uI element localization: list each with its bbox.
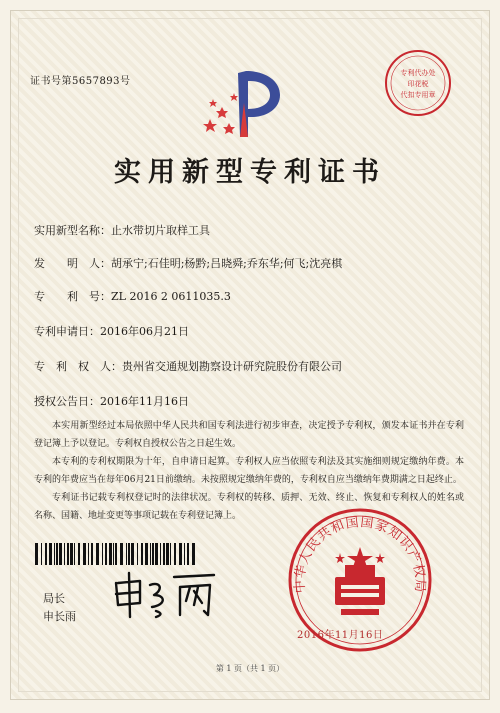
field-value: 胡承宁;石佳明;杨黔;吕晓舜;乔东华;何飞;沈亮棋 <box>111 257 343 270</box>
field-label: 专 利 号： <box>34 290 111 303</box>
seal-text: 中华人民共和国国家知识产权局 <box>292 515 428 594</box>
barcode-bar <box>192 543 195 565</box>
field-label: 授权公告日： <box>34 395 100 408</box>
field-value: 止水带切片取样工具 <box>111 224 210 237</box>
barcode-bar <box>45 543 47 565</box>
barcode-bar <box>74 543 75 565</box>
barcode-bar <box>184 543 185 565</box>
body-paragraph: 本实用新型经过本局依照中华人民共和国专利法进行初步审查，决定授予专利权，颁发本证书并在专利登记簿上予以登记。专利权自授权公告之日起生效。 <box>34 421 464 449</box>
barcode-bar <box>102 543 103 565</box>
body-paragraph: 本专利的专利权期限为十年，自申请日起算。专利权人应当依照专利法及其实施细则规定缴纳年费。本专利的年费应当在每年06月21日前缴纳。未按照规定缴纳年费的，专利权自应当缴纳年费期满之日起终止。 <box>34 457 464 485</box>
barcode-bar <box>35 543 38 565</box>
field-label: 发 明 人： <box>34 257 111 270</box>
page-footer: 第 1 页（共 1 页） <box>215 664 285 673</box>
barcode-bar <box>78 543 80 565</box>
field-inventors <box>34 255 342 271</box>
barcode-bar <box>166 543 169 565</box>
field-utility-model-name <box>34 222 210 238</box>
barcode-bar <box>70 543 73 565</box>
field-value: ZL 2016 2 0611035.3 <box>111 290 231 303</box>
barcode-bar <box>49 543 52 565</box>
barcode-bar <box>137 543 138 565</box>
barcode-bar <box>105 543 107 565</box>
barcode-bar <box>187 543 189 565</box>
seal-line-3: 代扣专用章 <box>400 91 436 99</box>
field-label: 实用新型名称： <box>34 224 111 237</box>
barcode-bar <box>170 543 171 565</box>
barcode-bar <box>152 543 154 565</box>
field-value: 2016年06月21日 <box>100 325 189 338</box>
barcode-bar <box>41 543 42 565</box>
barcode-bar <box>54 543 55 565</box>
field-label: 专 利 权 人： <box>34 360 122 373</box>
director-name: 申长雨 <box>43 610 76 623</box>
field-value: 贵州省交通规划勘察设计研究院股份有限公司 <box>122 360 342 373</box>
barcode-bar <box>128 543 130 565</box>
director-signature <box>110 569 220 621</box>
field-application-date <box>34 323 189 339</box>
barcode-bar <box>59 543 62 565</box>
barcode-bar <box>56 543 58 565</box>
barcode-bar <box>141 543 143 565</box>
barcode-bar <box>145 543 148 565</box>
field-patent-number <box>34 288 231 304</box>
barcode-bar <box>155 543 158 565</box>
barcode-bar <box>91 543 93 565</box>
barcode-bar <box>174 543 176 565</box>
barcode-bar <box>179 543 182 565</box>
seal-date: 2016年11月16日 <box>297 630 384 641</box>
stamp-duty-seal <box>383 48 453 118</box>
seal-line-1: 专利代办处 <box>400 69 436 77</box>
field-grant-date <box>34 393 189 409</box>
field-label: 专利申请日： <box>34 325 100 338</box>
barcode-bar <box>150 543 151 565</box>
barcode-bar <box>64 543 65 565</box>
barcode-bar <box>115 543 117 565</box>
barcode-bar <box>67 543 69 565</box>
barcode-bar <box>120 543 123 565</box>
barcode-bar <box>131 543 134 565</box>
barcode <box>33 543 201 565</box>
barcode-bar <box>83 543 86 565</box>
barcode-bar <box>88 543 89 565</box>
barcode-bar <box>96 543 99 565</box>
field-patentee <box>34 358 342 374</box>
barcode-bar <box>126 543 127 565</box>
director-title: 局长 <box>43 592 65 605</box>
field-value: 2016年11月16日 <box>100 395 189 408</box>
body-paragraph: 专利证书记载专利权登记时的法律状况。专利权的转移、质押、无效、终止、恢复和专利权人的姓名或名称、国籍、地址变更等事项记载在专利登记簿上。 <box>34 493 464 521</box>
barcode-bar <box>160 543 161 565</box>
certificate-number: 证书号第5657893号 <box>30 76 131 87</box>
certificate-title: 实用新型专利证书 <box>114 157 386 188</box>
barcode-bar <box>109 543 112 565</box>
barcode-bar <box>113 543 114 565</box>
patent-office-logo <box>188 63 298 141</box>
seal-line-2: 印花税 <box>407 80 429 88</box>
barcode-bar <box>163 543 165 565</box>
